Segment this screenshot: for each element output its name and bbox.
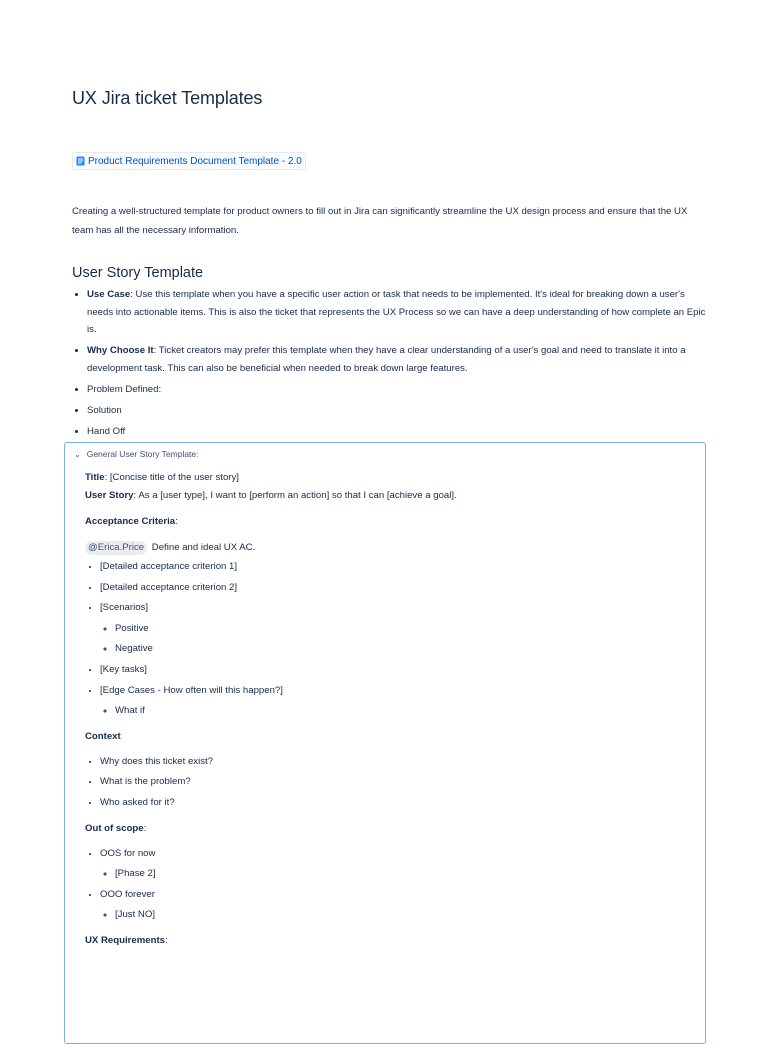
list-item (100, 578, 685, 599)
ux-requirements-label: UX Requirements (85, 934, 165, 946)
mention-line (85, 539, 685, 557)
list-item (87, 381, 712, 399)
user-mention[interactable]: @Erica.Price (85, 541, 147, 555)
list-item (87, 342, 712, 377)
list-item (100, 660, 685, 681)
context-list (85, 752, 685, 814)
scenarios-sublist (100, 619, 685, 660)
out-of-scope-list (85, 844, 685, 926)
phase-2-item: [Phase 2] (115, 868, 156, 880)
use-case-text: : Use this template when you have a specific user action or task that needs to be implemented. It's ideal for breaking down a user's needs into actionable items. This is also the ticket that represents the UX Process so we can have a deep understanding of how complete an Epic is. (87, 289, 706, 336)
negative-item: Negative (115, 643, 153, 655)
list-item (100, 772, 685, 793)
problem-defined-text: Problem Defined: (87, 383, 162, 395)
title-label: Title (85, 472, 105, 483)
acceptance-colon: : (175, 516, 178, 527)
edge-cases-sublist (100, 701, 685, 722)
list-item (100, 681, 685, 722)
ux-requirements-colon: : (164, 934, 168, 946)
list-item (100, 557, 685, 578)
list-item (87, 286, 712, 339)
list-item (87, 402, 712, 420)
list-item (87, 423, 712, 441)
expand-title: General User Story Template: (86, 449, 199, 459)
list-item (100, 752, 685, 773)
oos-forever-sublist (100, 905, 685, 926)
user-story-line (85, 487, 685, 505)
acceptance-heading (85, 513, 685, 531)
what-if-item: What if (115, 705, 145, 717)
list-item (115, 701, 685, 722)
just-no-item: [Just NO] (115, 909, 155, 921)
context-item: What is the problem? (100, 776, 191, 788)
list-item (100, 885, 685, 926)
context-label: Context (85, 730, 121, 742)
context-item: Who asked for it? (100, 796, 175, 808)
oos-now-item: OOS for now (100, 847, 156, 859)
list-item (115, 619, 685, 640)
context-heading (85, 728, 685, 746)
use-case-label: Use Case (87, 289, 131, 300)
solution-text: Solution (87, 404, 122, 416)
list-item (115, 639, 685, 660)
title-value: : [Concise title of the user story] (104, 472, 239, 483)
expand-toggle[interactable] (74, 449, 199, 459)
out-of-scope-heading (85, 820, 685, 838)
hand-off-text: Hand Off (87, 425, 126, 437)
expand-panel (64, 442, 706, 1044)
out-of-scope-colon: : (143, 822, 147, 834)
criterion-2: [Detailed acceptance criterion 2] (100, 581, 238, 593)
title-line (85, 469, 685, 487)
user-story-label: User Story (85, 490, 134, 501)
list-item (115, 864, 685, 885)
criterion-1: [Detailed acceptance criterion 1] (100, 561, 238, 572)
oos-now-sublist (100, 864, 685, 885)
user-story-value: : As a [user type], I want to [perform an action] so that I can [achieve a goal]. (133, 490, 457, 501)
mention-text: Define and ideal UX AC. (151, 542, 256, 553)
edge-cases-item: [Edge Cases - How often will this happen?] (100, 684, 283, 696)
list-item (100, 598, 685, 660)
scenarios-item: [Scenarios] (100, 602, 148, 614)
acceptance-label: Acceptance Criteria (85, 516, 176, 527)
template-info-list (72, 286, 712, 444)
list-item (100, 793, 685, 814)
chevron-down-icon: ⌄ (74, 449, 81, 459)
intro-paragraph: Creating a well-structured template for product owners to fill out in Jira can significantly streamline the UX design process and ensure that the UX team has all the necessary information. (72, 206, 688, 236)
ux-requirements-heading (85, 932, 685, 950)
criteria-list (85, 557, 685, 722)
key-tasks-item: [Key tasks] (100, 663, 147, 675)
doc-link-label: Product Requirements Document Template - 2.0 (88, 155, 302, 167)
out-of-scope-label: Out of scope (85, 822, 144, 834)
list-item (100, 844, 685, 885)
list-item (115, 905, 685, 926)
context-item: Why does this ticket exist? (100, 755, 214, 767)
oos-forever-item: OOO forever (100, 888, 155, 900)
positive-item: Positive (115, 622, 149, 634)
expand-content (85, 469, 685, 950)
why-choose-label: Why Choose It (87, 345, 154, 357)
section-heading: User Story Template (72, 265, 204, 281)
doc-link[interactable] (72, 152, 306, 170)
page-title: UX Jira ticket Templates (72, 88, 263, 108)
document-icon (76, 156, 85, 166)
why-choose-text: : Ticket creators may prefer this template when they have a clear understanding of a user's goal and need to translate it into a development task. This can also be beneficial when needed to break down large features. (87, 345, 686, 374)
